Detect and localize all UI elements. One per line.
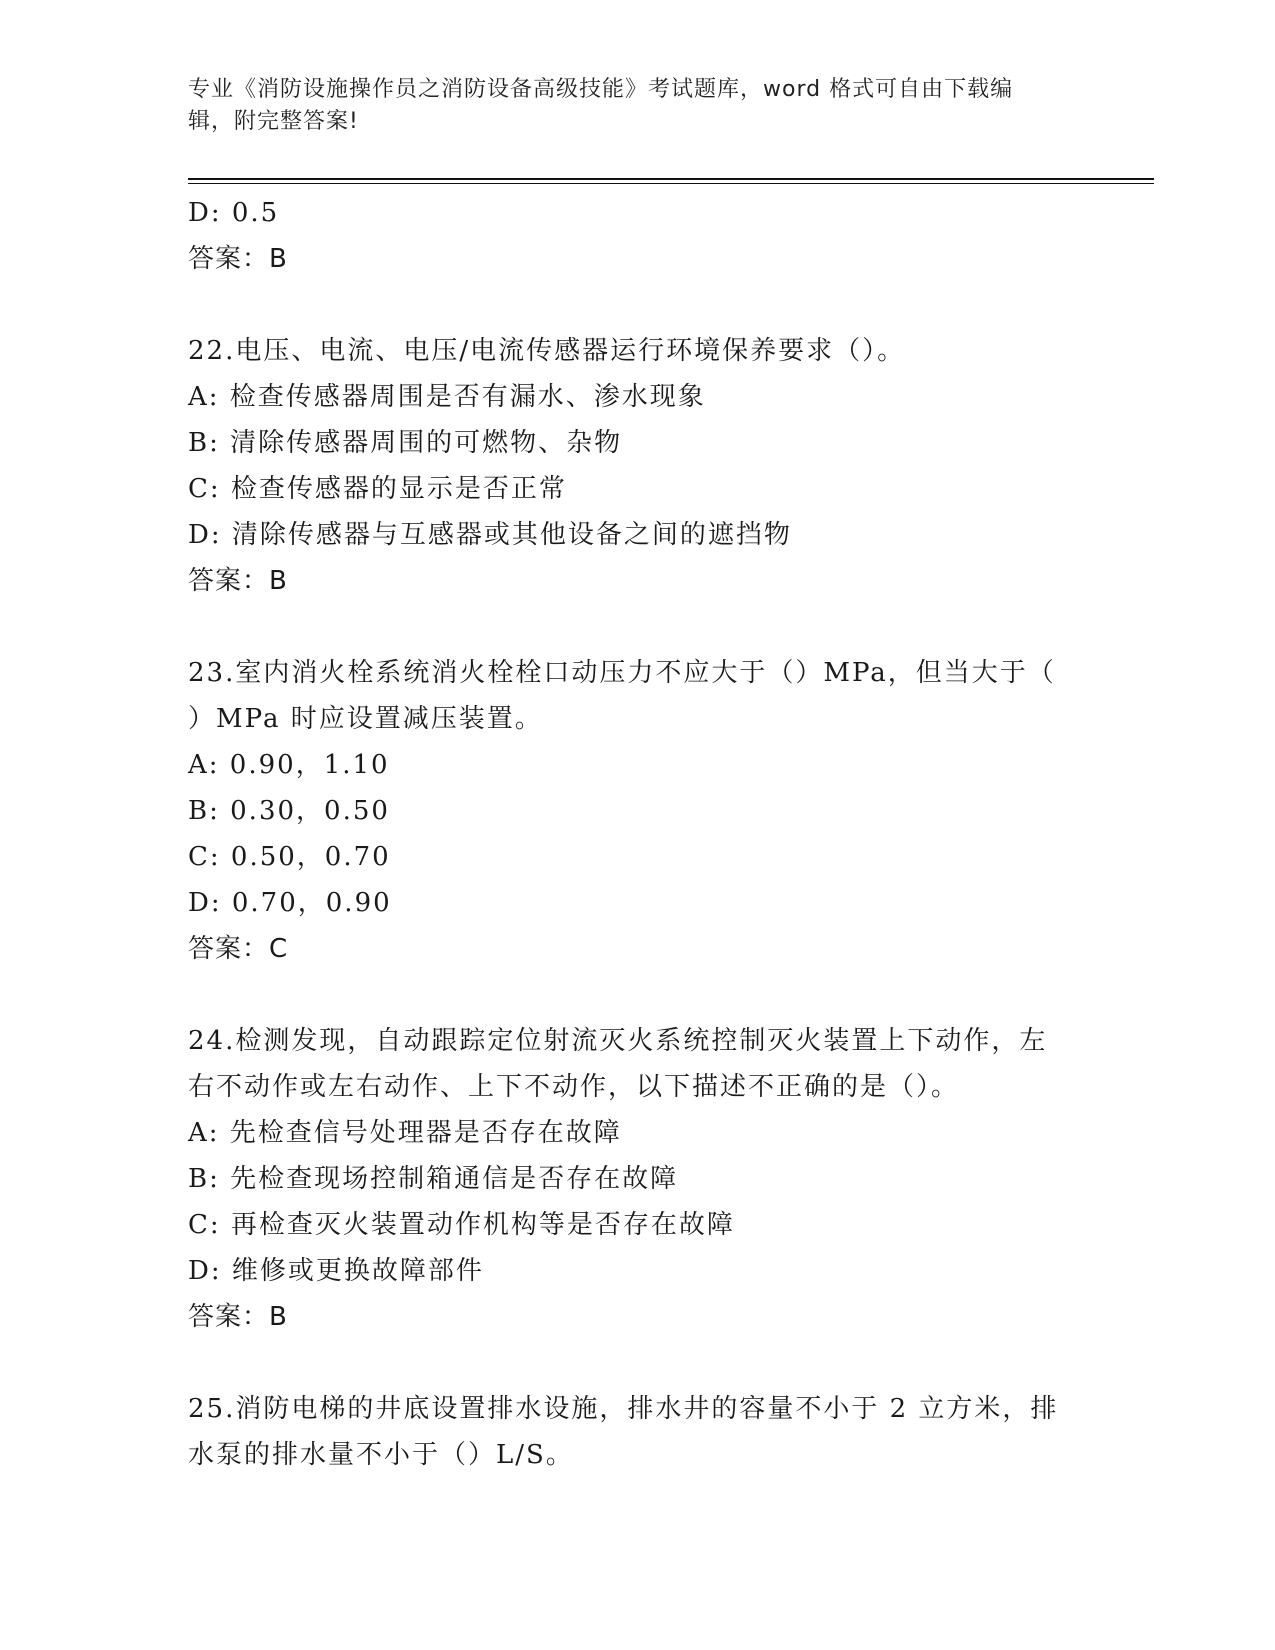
option-b: B: 先检查现场控制箱通信是否存在故障: [188, 1164, 679, 1194]
header-divider-thin: [188, 183, 1154, 184]
option-d: D: 0.70，0.90: [188, 888, 392, 918]
header-line-2: 辑，附完整答案!: [188, 109, 359, 134]
question-25: [188, 1386, 1088, 1478]
question-stem-line: 22.电压、电流、电压/电流传感器运行环境保养要求（）。: [188, 336, 906, 366]
question-22: [188, 328, 1088, 604]
question-stem-line: ）MPa 时应设置减压装置。: [188, 704, 543, 734]
question-stem-line: 水泵的排水量不小于（）L/S。: [188, 1440, 574, 1470]
prev-question-option-d: D: 0.5: [188, 198, 280, 228]
question-stem-line: 23.室内消火栓系统消火栓栓口动压力不应大于（）MPa，但当大于（: [188, 658, 1056, 688]
option-a: A: 先检查信号处理器是否存在故障: [188, 1118, 622, 1148]
question-stem-line: 24.检测发现，自动跟踪定位射流灭火系统控制灭火装置上下动作，左: [188, 1026, 1048, 1056]
option-a: A: 0.90，1.10: [188, 750, 390, 780]
option-b: B: 清除传感器周围的可燃物、杂物: [188, 428, 623, 458]
option-d: D: 维修或更换故障部件: [188, 1256, 484, 1286]
question-list: [188, 190, 1088, 1478]
question-23: [188, 650, 1088, 972]
answer-line: 答案：B: [188, 1302, 288, 1332]
header-line-1: 专业《消防设施操作员之消防设备高级技能》考试题库，word 格式可自由下载编: [188, 77, 1014, 102]
answer-line: 答案：C: [188, 934, 289, 964]
question-stem-line: 25.消防电梯的井底设置排水设施，排水井的容量不小于 2 立方米，排: [188, 1394, 1059, 1424]
option-c: C: 检查传感器的显示是否正常: [188, 474, 567, 504]
answer-line: 答案：B: [188, 566, 288, 596]
prev-question-answer: 答案：B: [188, 244, 288, 274]
question-stem-line: 右不动作或左右动作、上下不动作，以下描述不正确的是（）。: [188, 1072, 960, 1102]
option-a: A: 检查传感器周围是否有漏水、渗水现象: [188, 382, 706, 412]
document-header: [188, 74, 1068, 138]
header-divider-thick: [188, 178, 1154, 180]
option-d: D: 清除传感器与互感器或其他设备之间的遮挡物: [188, 520, 792, 550]
option-b: B: 0.30，0.50: [188, 796, 390, 826]
option-c: C: 再检查灭火装置动作机构等是否存在故障: [188, 1210, 735, 1240]
question-24: [188, 1018, 1088, 1340]
option-c: C: 0.50，0.70: [188, 842, 391, 872]
